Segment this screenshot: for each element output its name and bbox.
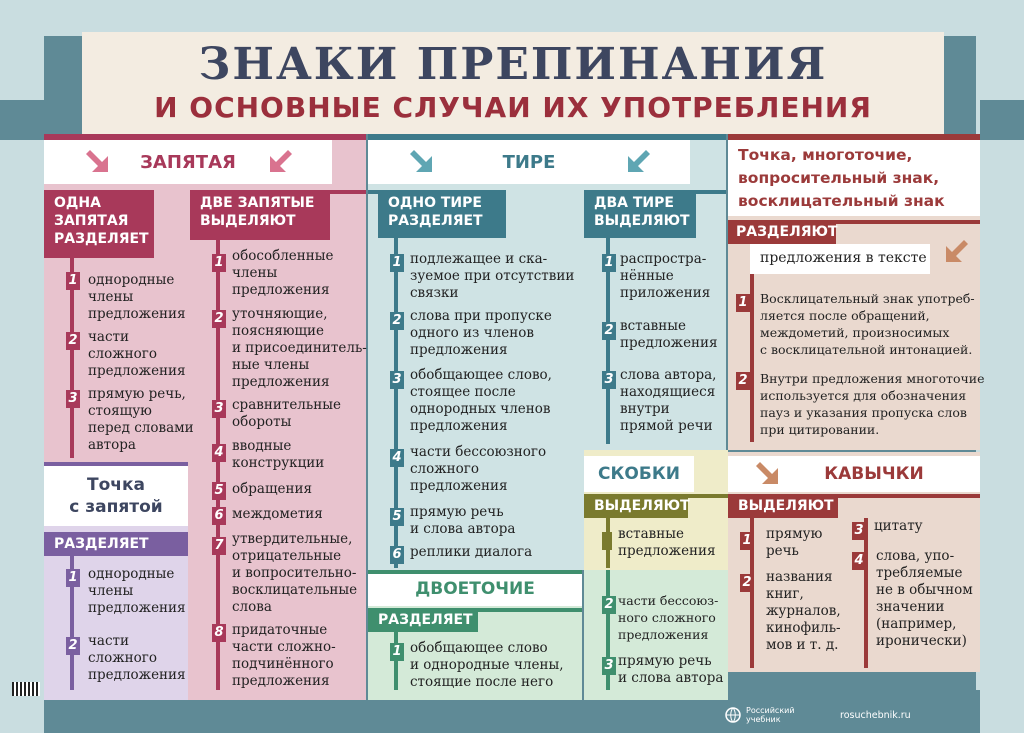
period-sub: предложения в тексте (760, 250, 927, 266)
colon-line (394, 632, 398, 690)
publisher-logo (724, 702, 834, 728)
quotes-item-1: прямую речь (766, 526, 823, 559)
arrow-down-left-icon (624, 146, 654, 176)
colon-item-1: обобщающее слово и однородные члены, стоящие после него (410, 640, 564, 690)
item-number: 2 (740, 574, 754, 592)
item-number: 4 (212, 444, 226, 462)
two-dashes-tag-bar (696, 190, 726, 194)
item-number: 3 (852, 522, 866, 540)
page-title: ЗНАКИ ПРЕПИНАНИЯ (198, 39, 828, 90)
two-commas-tag: ДВЕ ЗАПЯТЫЕ ВЫДЕЛЯЮТ (190, 190, 330, 240)
two-commas-item-1: обособленные члены предложения (232, 248, 334, 298)
dash-header: ТИРЕ (368, 140, 690, 184)
one-comma-tag (44, 190, 154, 258)
item-number: 2 (390, 312, 404, 330)
colon-tag: РАЗДЕЛЯЕТ (368, 608, 478, 632)
two-commas-item-4: вводные конструкции (232, 438, 325, 471)
item-number: 1 (390, 254, 404, 272)
one-dash-item-1: подлежащее и ска- зуемое при отсутствии связки (410, 251, 575, 301)
two-commas-item-3: сравнительные обороты (232, 397, 341, 430)
item-number: 3 (602, 371, 616, 389)
item-number: 5 (390, 508, 404, 526)
one-dash-item-3: обобщающее слово, стоящее после однородных членов предложения (410, 367, 552, 434)
two-commas-item-5: обращения (232, 481, 312, 497)
one-dash-item-4: части бессоюзного сложного предложения (410, 444, 547, 494)
page-subtitle: И ОСНОВНЫЕ СЛУЧАИ ИХ УПОТРЕБЛЕНИЯ (154, 91, 872, 124)
item-number: 1 (66, 569, 80, 587)
item-number: 3 (390, 371, 404, 389)
item-number: 6 (212, 507, 226, 525)
one-dash-item-2: слова при пропуске одного из членов предложения (410, 308, 552, 358)
quotes-tag-bar (838, 494, 980, 498)
one-dash-tag-bar (368, 190, 378, 194)
item-number: 2 (66, 332, 80, 350)
item-number: 2 (736, 372, 750, 390)
two-commas-item-7: утвердительные, отрицательные и вопросительно- восклицательные слова (232, 531, 358, 615)
item-number: 3 (602, 657, 616, 675)
two-dashes-item-1: распростра- нённые приложения (620, 251, 711, 301)
item-number: 4 (390, 449, 404, 467)
item-number: 4 (852, 552, 866, 570)
two-dashes-tag: ДВА ТИРЕ ВЫДЕЛЯЮТ (584, 190, 696, 238)
colon-topbar (368, 570, 582, 574)
item-number: 6 (390, 546, 404, 564)
item-marker (602, 532, 612, 550)
tag-line: ЗАПЯТАЯ (54, 213, 129, 229)
item-number: 2 (602, 596, 616, 614)
tag-line: ОДНА (54, 195, 101, 211)
two-commas-tag-bar (330, 190, 366, 194)
item-number: 8 (212, 624, 226, 642)
period-header: Точка, многоточие, вопросительный знак, восклицательный знак (728, 140, 980, 216)
item-number: 1 (212, 254, 226, 272)
quotes-item-4: слова, упо- требляемые не в обычном значении (например, иронически) (876, 548, 973, 649)
site-link[interactable]: rosuchebnik.ru (840, 710, 911, 721)
arrow-down-right-icon (752, 458, 782, 488)
period-line (750, 274, 754, 442)
semicolon-item-1: однородные члены предложения (88, 566, 186, 616)
brackets-tag-bar (688, 494, 728, 498)
tag-line: РАЗДЕЛЯЕТ (54, 231, 149, 247)
quotes-item-2: названия книг, журналов, кинофиль- мов и т. д. (766, 569, 841, 653)
semicolon-header: Точка с запятой (44, 466, 188, 526)
item-number: 3 (66, 390, 80, 408)
item-number: 2 (602, 322, 616, 340)
item-number: 1 (66, 272, 80, 290)
period-tag: РАЗДЕЛЯЮТ (728, 220, 836, 244)
comma-header-label: ЗАПЯТАЯ (140, 151, 236, 173)
frame-top (0, 0, 1024, 36)
title-box (82, 32, 944, 134)
quotes-line-2 (864, 518, 868, 668)
item-number: 3 (212, 400, 226, 418)
item-number: 1 (740, 532, 754, 550)
one-comma-item-3: прямую речь, стоящую перед словами автора (88, 386, 194, 453)
two-dashes-item-3: слова автора, находящиеся внутри прямой речи (620, 367, 717, 434)
period-tag-bar (836, 220, 980, 224)
one-dash-tag: ОДНО ТИРЕ РАЗДЕЛЯЕТ (378, 190, 506, 238)
one-comma-item-1: однородные члены предложения (88, 272, 186, 322)
arrow-down-left-icon (266, 146, 296, 176)
brackets-header: СКОБКИ (584, 456, 694, 492)
item-number: 2 (66, 637, 80, 655)
period-item-1: Восклицательный знак употреб- ляется после обращений, междометий, произносимых с восклицательной интонацией. (760, 291, 975, 357)
two-commas-item-6: междометия (232, 506, 323, 522)
colon-item-2: части бессоюз- ного сложного предложения (618, 593, 719, 642)
item-number: 1 (602, 254, 616, 272)
arrow-down-right-icon (82, 146, 112, 176)
two-dashes-item-2: вставные предложения (620, 318, 718, 351)
period-item-2: Внутри предложения многоточие используется для обозначения пауз и указания пропуска слов при цитировании. (760, 371, 985, 437)
colon-tag-bar (478, 608, 582, 612)
globe-icon (724, 706, 742, 724)
item-number: 2 (212, 310, 226, 328)
quotes-tag: ВЫДЕЛЯЮТ (728, 494, 838, 518)
colon-item-3: прямую речь и слова автора (618, 653, 724, 686)
one-dash-item-5: прямую речь и слова автора (410, 504, 516, 537)
frame-stripe (0, 100, 44, 140)
two-commas-item-2: уточняющие, поясняющие и присоединитель- ные члены предложения (232, 306, 367, 390)
item-number: 5 (212, 482, 226, 500)
quotes-header: КАВЫЧКИ (728, 456, 980, 492)
item-number: 7 (212, 537, 226, 555)
publisher-name: Российский учебник (746, 706, 795, 724)
barcode (12, 682, 40, 696)
arrow-down-right-icon (406, 146, 436, 176)
brackets-item-1: вставные предложения (618, 526, 716, 559)
brackets-tag: ВЫДЕЛЯЮТ (584, 494, 688, 518)
item-number: 1 (390, 643, 404, 661)
frame-stripe (980, 100, 1024, 140)
item-number: 1 (736, 294, 750, 312)
two-commas-line (216, 240, 220, 690)
colon-header: ДВОЕТОЧИЕ (368, 572, 582, 606)
one-comma-item-2: части сложного предложения (88, 329, 186, 379)
semicolon-tag: РАЗДЕЛЯЕТ (44, 532, 188, 556)
quotes-item-3: цитату (874, 518, 923, 534)
one-dash-item-6: реплики диалога (410, 544, 533, 560)
arrow-down-left-icon (942, 236, 972, 266)
two-commas-item-8: придаточные части сложно- подчинённого предложения (232, 622, 336, 689)
semicolon-item-2: части сложного предложения (88, 633, 186, 683)
